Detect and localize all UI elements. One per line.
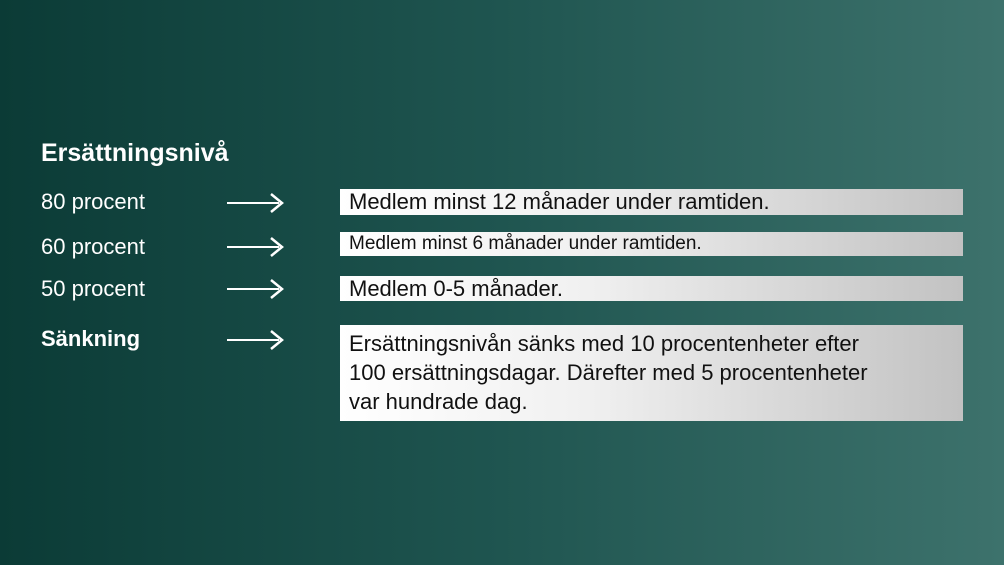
arrow-right-icon — [227, 235, 285, 259]
description-line: var hundrade dag. — [349, 389, 528, 414]
description-line: Ersättningsnivån sänks med 10 procentenheter efter — [349, 331, 859, 356]
row-description-80: Medlem minst 12 månader under ramtiden. — [340, 189, 963, 215]
row-label-60: 60 procent — [41, 234, 145, 259]
row-description-50: Medlem 0-5 månader. — [340, 276, 963, 301]
description-line: 100 ersättningsdagar. Därefter med 5 procentenheter — [349, 360, 868, 385]
arrow-right-icon — [227, 277, 285, 301]
row-description-sankning — [340, 325, 963, 421]
arrow-right-icon — [227, 191, 285, 215]
arrow-right-icon — [227, 328, 285, 352]
slide-title: Ersättningsnivå — [41, 139, 229, 167]
row-label-sankning: Sänkning — [41, 326, 141, 351]
row-label-80: 80 procent — [41, 189, 145, 214]
row-label-50: 50 procent — [41, 276, 145, 301]
row-description-60: Medlem minst 6 månader under ramtiden. — [340, 232, 963, 256]
